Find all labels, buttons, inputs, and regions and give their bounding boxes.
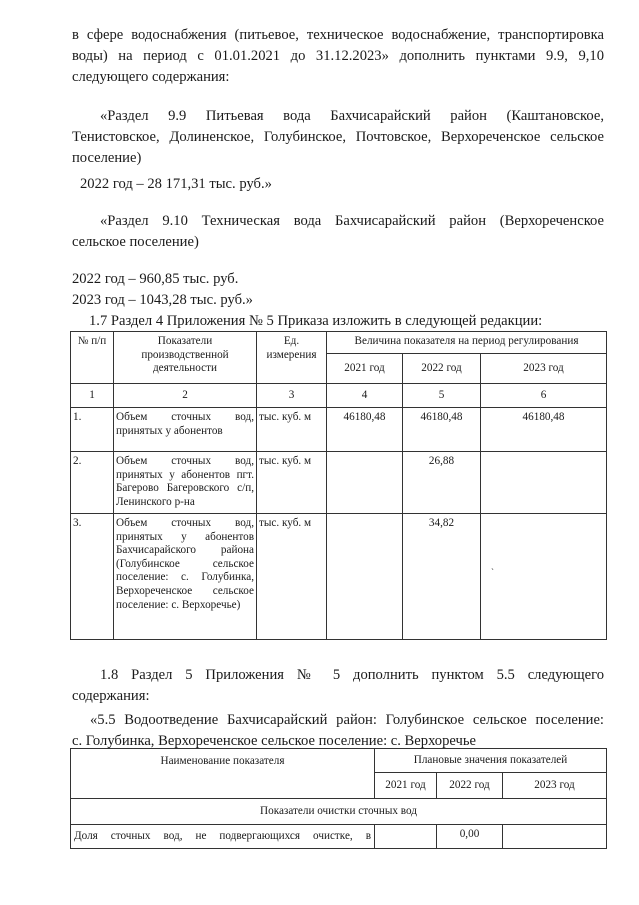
th-indicator: Показатели производственной деятельности — [114, 332, 257, 384]
th-2021: 2021 год — [375, 773, 437, 799]
row-value-2021 — [375, 825, 437, 849]
row-num: 3. — [71, 514, 114, 640]
row-value-2023: 46180,48 — [481, 408, 607, 452]
th-2022: 2022 год — [437, 773, 503, 799]
th-unit: Ед. измерения — [257, 332, 327, 384]
item-1-7-heading: 1.7 Раздел 4 Приложения № 5 Приказа изложить в следующей редакции: — [89, 313, 543, 329]
group-title: Показатели очистки сточных вод — [71, 799, 607, 825]
index-cell: 2 — [114, 384, 257, 408]
section-9-10-line-1: «Раздел 9.10 Техническая вода Бахчисарайский район (Верхореченское — [100, 213, 604, 229]
index-cell: 4 — [327, 384, 403, 408]
index-cell: 1 — [71, 384, 114, 408]
row-unit: тыс. куб. м — [257, 452, 327, 514]
table-index-row — [71, 384, 607, 408]
item-1-8-line-2: содержания: — [72, 688, 150, 704]
row-name: Объем сточных вод, принятых у абонентов — [114, 408, 257, 452]
row-name: Объем сточных вод, принятых у абонентов пгт. Багерово Багеровского с/п, Ленинского р-на — [114, 452, 257, 514]
item-1-8-paragraph — [72, 665, 604, 707]
table-row — [71, 514, 607, 640]
row-value-2022: 34,82 — [403, 514, 481, 640]
index-cell: 6 — [481, 384, 607, 408]
planned-indicators-table — [70, 748, 607, 849]
section-9-9-amount: 2022 год – 28 171,31 тыс. руб.» — [80, 176, 272, 192]
th-2021: 2021 год — [327, 354, 403, 384]
th-indicator-name: Наименование показателя — [71, 749, 375, 799]
row-num: 1. — [71, 408, 114, 452]
index-cell: 5 — [403, 384, 481, 408]
item-1-8-line-1: 1.8 Раздел 5 Приложения № 5 дополнить пунктом 5.5 следующего — [100, 667, 604, 683]
row-name: Доля сточных вод, не подвергающихся очистке, в — [71, 825, 375, 849]
intro-line-3: следующего содержания: — [72, 69, 230, 85]
row-value-2023 — [481, 452, 607, 514]
th-2023: 2023 год — [481, 354, 607, 384]
intro-line-2: воды) на период с 01.01.2021 до 31.12.2023» дополнить пунктами 9.9, 9,10 — [72, 48, 604, 64]
section-9-10-paragraph — [72, 211, 604, 253]
th-2022: 2022 год — [403, 354, 481, 384]
row-value-2023: ` — [481, 514, 607, 640]
row-value-2022: 26,88 — [403, 452, 481, 514]
table-row — [71, 452, 607, 514]
index-cell: 3 — [257, 384, 327, 408]
section-9-9-line-1: «Раздел 9.9 Питьевая вода Бахчисарайский район (Каштановское, — [100, 108, 604, 124]
row-value-2021 — [327, 514, 403, 640]
section-9-10-amount-2022: 2022 год – 960,85 тыс. руб. — [72, 271, 239, 287]
item-5-5-paragraph — [72, 710, 604, 752]
item-5-5-line-1: «5.5 Водоотведение Бахчисарайский район: Голубинское сельское поселение: — [90, 712, 604, 728]
row-value-2021: 46180,48 — [327, 408, 403, 452]
th-planned-values: Плановые значения показателей — [375, 749, 607, 773]
row-value-2023 — [503, 825, 607, 849]
intro-paragraph — [72, 25, 604, 88]
section-9-9-line-3: поселение) — [72, 150, 142, 166]
intro-line-1: в сфере водоснабжения (питьевое, техническое водоснабжение, транспортировка — [72, 27, 604, 43]
row-unit: тыс. куб. м — [257, 408, 327, 452]
th-num: № п/п — [71, 332, 114, 384]
row-unit: тыс. куб. м — [257, 514, 327, 640]
row-value-2022: 0,00 — [437, 825, 503, 849]
row-num: 2. — [71, 452, 114, 514]
row-value-2022: 46180,48 — [403, 408, 481, 452]
section-9-10-line-2: сельское поселение) — [72, 234, 199, 250]
section-9-10-amounts — [72, 269, 253, 311]
section-9-9-line-2: Тенистовское, Долиненское, Голубинское, Почтовское, Верхореченское сельское — [72, 129, 604, 145]
th-2023: 2023 год — [503, 773, 607, 799]
table-row — [71, 825, 607, 849]
production-indicators-table — [70, 331, 607, 640]
row-value-2021 — [327, 452, 403, 514]
th-period: Величина показателя на период регулирования — [327, 332, 607, 354]
item-5-5-line-2: с. Голубинка, Верхореченское сельское поселение: с. Верхоречье — [72, 733, 476, 749]
table-row — [71, 408, 607, 452]
row-name: Объем сточных вод, принятых у абонентов Бахчисарайского района (Голубинское сельское поселение: с. Голубинка, Верхореченское сельское поселение: с. Верхоречье) — [114, 514, 257, 640]
section-9-9-paragraph — [72, 106, 604, 169]
section-9-10-amount-2023: 2023 год – 1043,28 тыс. руб.» — [72, 292, 253, 308]
